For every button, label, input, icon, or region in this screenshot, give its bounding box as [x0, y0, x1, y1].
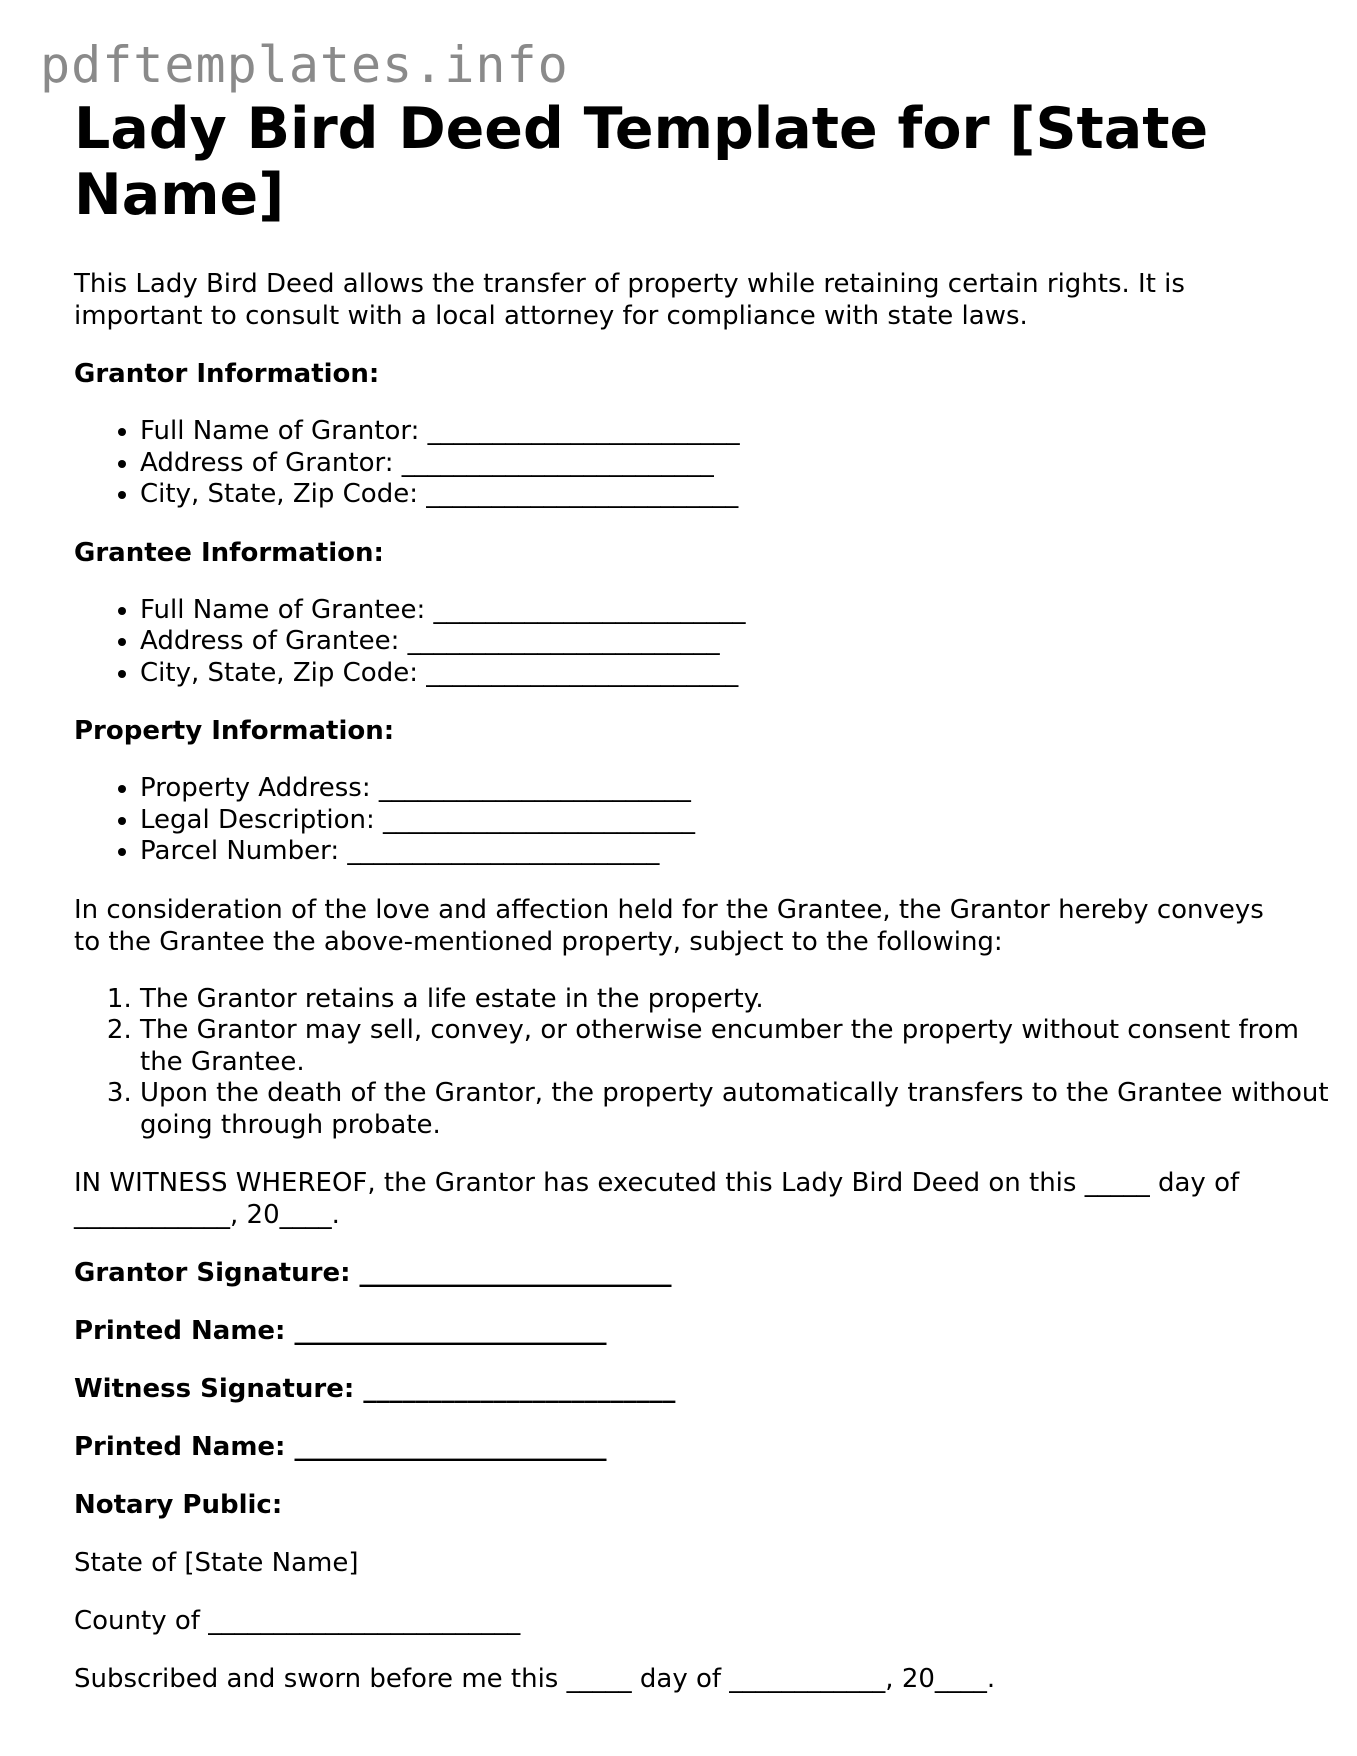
- consideration-paragraph: In consideration of the love and affection held for the Grantee, the Grantor hereby conveys to the Grantee the above-mentioned property, subject to the following:: [74, 894, 1264, 957]
- witness-signature-line: Witness Signature: ________________________: [74, 1374, 676, 1404]
- grantor-printed-name-line: Printed Name: ________________________: [74, 1316, 607, 1346]
- notary-sworn-statement: Subscribed and sworn before me this _____ day of ____________, 20____.: [74, 1664, 996, 1694]
- notary-county: County of ________________________: [74, 1606, 521, 1636]
- grantee-full-name-field: • Full Name of Grantee: ________________________: [140, 595, 1274, 627]
- property-fields: [74, 773, 1274, 868]
- grantor-address-field: • Address of Grantor: ________________________: [140, 448, 1274, 480]
- notary-heading: Notary Public:: [74, 1490, 283, 1520]
- legal-description-field: • Legal Description: ________________________: [140, 805, 1274, 837]
- grantor-signature-line: Grantor Signature: ________________________: [74, 1258, 672, 1288]
- grantee-address-field: • Address of Grantee: ________________________: [140, 626, 1274, 658]
- parcel-number-field: • Parcel Number: ________________________: [140, 836, 1274, 868]
- notary-state: State of [State Name]: [74, 1548, 359, 1578]
- grantor-city-state-zip-field: • City, State, Zip Code: ________________________: [140, 479, 1274, 511]
- page-title: Lady Bird Deed Template for [State Name]: [74, 96, 1209, 228]
- intro-paragraph: This Lady Bird Deed allows the transfer of property while retaining certain rights. It is important to consult with a local attorney for compliance with state laws.: [74, 269, 1185, 331]
- conditions-list: [74, 984, 1340, 1142]
- watermark: pdftemplates.info: [40, 36, 569, 94]
- grantor-fields: [74, 416, 1274, 511]
- grantor-heading: Grantor Information:: [74, 359, 380, 389]
- witness-printed-name-line: Printed Name: ________________________: [74, 1432, 607, 1462]
- grantee-fields: [74, 595, 1274, 690]
- condition-item: 2. The Grantor may sell, convey, or otherwise encumber the property without consent from the Grantee.: [140, 1015, 1340, 1078]
- condition-item: 1. The Grantor retains a life estate in the property.: [140, 984, 1340, 1016]
- grantee-heading: Grantee Information:: [74, 537, 384, 568]
- condition-item: 3. Upon the death of the Grantor, the property automatically transfers to the Grantee without going through probate.: [140, 1078, 1340, 1141]
- grantor-full-name-field: • Full Name of Grantor: ________________________: [140, 416, 1274, 448]
- document-body: [74, 96, 1329, 1695]
- property-address-field: • Property Address: ________________________: [140, 773, 1274, 805]
- grantee-city-state-zip-field: • City, State, Zip Code: ________________________: [140, 658, 1274, 690]
- witness-clause: IN WITNESS WHEREOF, the Grantor has executed this Lady Bird Deed on this _____ day of ____________, 20____.: [74, 1168, 1240, 1230]
- property-heading: Property Information:: [74, 716, 395, 746]
